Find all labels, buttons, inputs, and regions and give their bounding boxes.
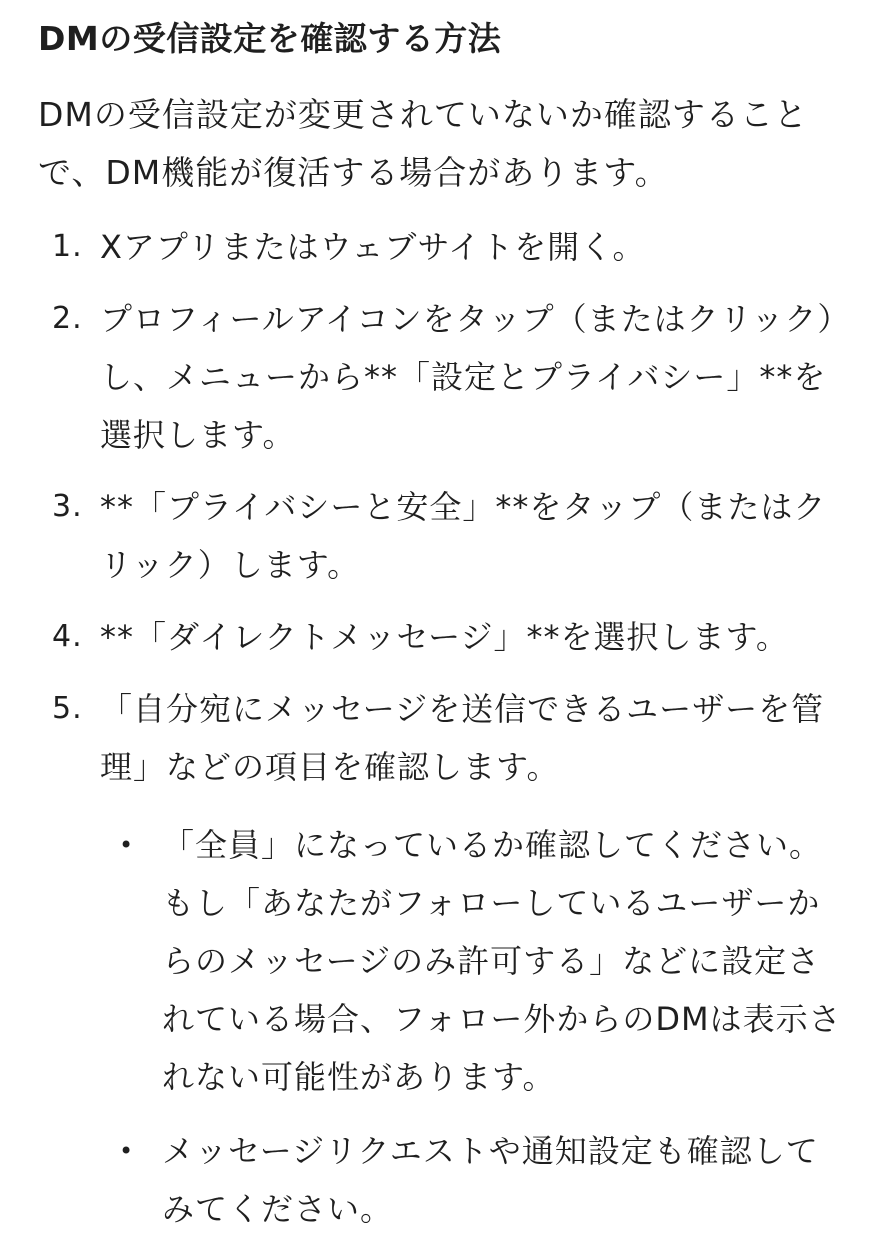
step-text: 「自分宛にメッセージを送信できるユーザーを管理」などの項目を確認します。: [100, 690, 825, 786]
step-number: 1.: [52, 229, 83, 264]
step-item-5: [38, 680, 845, 1238]
bullet-item: [100, 1122, 845, 1238]
step-number: 2.: [52, 301, 83, 336]
bullet-marker: •: [119, 1137, 135, 1165]
step-text: Xアプリまたはウェブサイトを開く。: [100, 228, 646, 266]
step-item-2: [38, 290, 845, 464]
sub-bullet-list: [100, 816, 845, 1238]
step-text: **「ダイレクトメッセージ」**を選択します。: [100, 618, 789, 656]
intro-paragraph: DMの受信設定が変更されていないか確認することで、DM機能が復活する場合があります。: [38, 95, 808, 192]
step-number: 3.: [52, 489, 83, 524]
step-text: プロフィールアイコンをタップ（またはクリック）し、メニューから**「設定とプライバシー」**を選択します。: [100, 300, 835, 454]
bullet-text: 「全員」になっているか確認してください。もし「あなたがフォローしているユーザーからのメッセージのみ許可する」などに設定されている場合、フォロー外からのDMは表示されない可能性があります。: [162, 826, 842, 1096]
step-item-4: [38, 608, 845, 666]
step-number: 4.: [52, 619, 83, 654]
bullet-marker: •: [119, 831, 135, 859]
bullet-item: [100, 816, 845, 1106]
step-text: **「プライバシーと安全」**をタップ（またはクリック）します。: [100, 488, 827, 584]
bullet-text: メッセージリクエストや通知設定も確認してみてください。: [162, 1132, 819, 1228]
step-item-3: [38, 478, 845, 594]
section-heading: DMの受信設定を確認する方法: [38, 19, 502, 58]
step-number: 5.: [52, 691, 83, 726]
steps-list: [38, 218, 845, 1238]
step-item-1: [38, 218, 845, 276]
